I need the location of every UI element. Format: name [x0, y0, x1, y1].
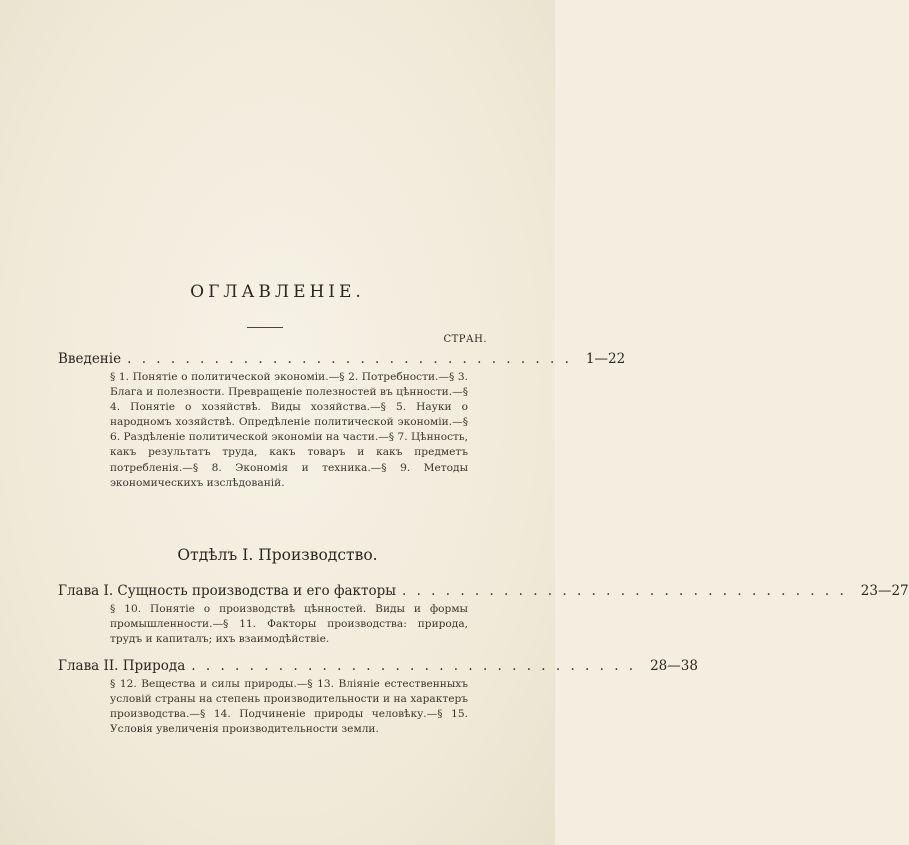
toc-entry-label: Глава II. Природа: [58, 658, 186, 674]
toc-entry-pages: 28—38: [650, 658, 698, 674]
toc-entry-description: § 1. Понятіе о политической экономіи.—§ 2. Потребности.—§ 3. Блага и полезности. Превращеніе полезностей въ цѣнности.—§ 4. Понятіе о хозяйствѣ. Виды хозяйства.—§ 5. Науки о народномъ хозяйствѣ. Опредѣленіе политической экономіи.—§ 6. Раздѣленіе политической экономіи на части.—§ 7. Цѣнность, какъ результатъ труда, какъ товаръ и какъ предметъ потребленія.—§ 8. Экономія и техника.—§ 9. Методы экономическихъ изслѣдованій.: [110, 371, 468, 489]
toc-entry-line: [58, 657, 698, 675]
title-rule: [247, 327, 283, 328]
dot-leader: . . . . . . . . . . . . . . . . . . . . . . . . . . . . . . .: [401, 583, 847, 599]
toc-entry-description: § 12. Вещества и силы природы.—§ 13. Вліяніе естественныхъ условій страны на степень производительности и на характеръ производства.—§ 14. Подчиненіе природы человѣку.—§ 15. Условія увеличенія производительности земли.: [110, 678, 468, 736]
page-column-header: СТРАН.: [443, 334, 487, 345]
toc-entry-pages: 1—22: [585, 351, 626, 367]
toc-entry-description: § 10. Понятіе о производствѣ цѣнностей. Виды и формы промышленности.—§ 11. Факторы производства: природа, трудъ и капиталъ; ихъ взаимодѣйствіе.: [110, 603, 468, 646]
toc-entry-line: [58, 582, 909, 600]
toc-entry-line: [58, 350, 626, 368]
page-title: ОГЛАВЛЕНІЕ.: [190, 282, 365, 302]
section-heading: Отдѣлъ I. Производство.: [177, 546, 378, 564]
toc-entry-label: Введеніе: [58, 351, 122, 367]
toc-entry-chapter-1: [58, 582, 909, 647]
toc-entry-label: Глава I. Сущность производства и его факторы: [58, 583, 396, 599]
dot-leader: . . . . . . . . . . . . . . . . . . . . . . . . . . . . . . .: [127, 351, 572, 367]
toc-entry-pages: 23—27: [860, 583, 909, 599]
toc-entry-intro: [58, 350, 626, 491]
toc-entry-chapter-2: [58, 657, 698, 737]
dot-leader: . . . . . . . . . . . . . . . . . . . . . . . . . . . . . . .: [191, 658, 637, 674]
